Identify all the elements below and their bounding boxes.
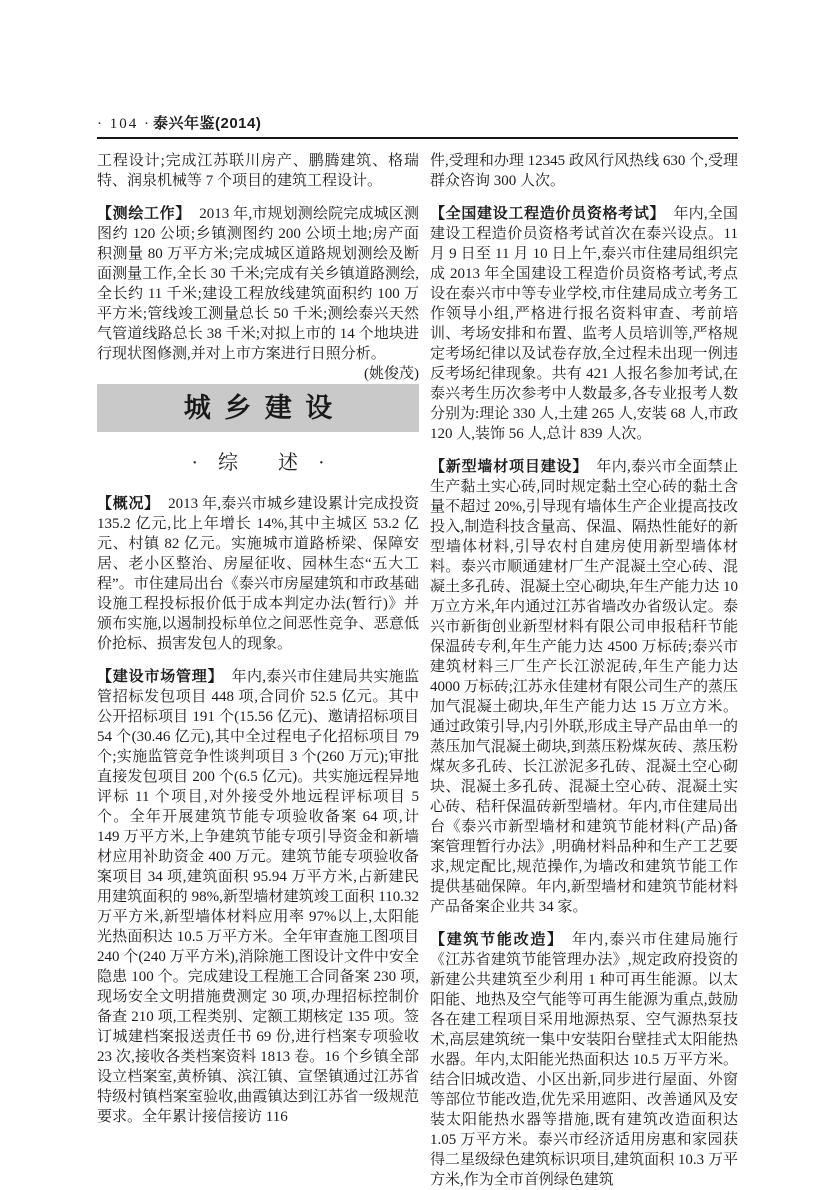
- chapter-title: 城乡建设: [183, 393, 346, 423]
- entry-text: 2013 年,泰兴市城乡建设累计完成投资 135.2 亿元,比上年增长 14%,其中主城区 53.2 亿元、村镇 82 亿元。实施城市道路桥梁、保障安居、老小区整治、房屋征收、园林生态“五大工程”。市住建局出台《泰兴市房屋建筑和市政基础设施工程投标报价低于成本判定办法(暂行)》并颁布实施,以遏制投标单位之间恶性竞争、恶意低价抢标、损害发包人的现象。: [97, 496, 419, 652]
- section-subtitle-text: · 综 述 ·: [191, 452, 325, 474]
- entry-tag: 【测绘工作】: [97, 205, 192, 222]
- two-column-layout: [97, 151, 738, 1190]
- entry-text: 年内,全国建设工程造价员资格考试首次在泰兴设点。11 月 9 日至 11 月 10 日上午,泰兴市住建局组织完成 2013 年全国建设工程造价员资格考试,考点设在泰兴市中等专业学校,市住建局成立考务工作领导小组,严格进行报名资料审查、考前培训、考场安排和布置、监考人员培训等,严格规定考场纪律以及试卷存放,全过程未出现一例违反考场纪律现象。共有 421 人报名参加考试,在泰兴考生历次参考中人数最多,各专业报考人数分别为:理论 330 人,土建 265 人,安装 68 人,市政 120 人,装饰 56 人,总计 839 人次。: [429, 206, 738, 442]
- book-title: 泰兴年鉴(2014): [153, 115, 262, 132]
- left-column: [97, 151, 419, 1190]
- right-column: [430, 151, 738, 1190]
- entry-text: 2013 年,市规划测绘院完成城区测图约 120 公顷;乡镇测图约 200 公顷土地;房产面积测量 80 万平方米;完成城区道路规划测绘及断面测量工作,全长 30 千米;完成有关乡镇道路测绘,全长约 11 千米;建设工程放线建筑面积约 100 万平方米;管线竣工测量总长 50 千米;测绘泰兴天然气管道线路总长 38 千米;对拟上市的 14 个地块进行现状图修测,并对上市方案进行日照分析。: [97, 206, 419, 362]
- section-subtitle: [97, 450, 419, 476]
- entry-tag: 【建筑节能改造】: [429, 931, 564, 948]
- continued-paragraph: [430, 151, 738, 191]
- entry-overview: [97, 494, 419, 654]
- entry-cost-engineer-exam: [430, 204, 738, 444]
- continued-paragraph: [97, 151, 419, 191]
- entry-text: 年内,泰兴市住建局共实施监管招标发包项目 448 项,合同价 52.5 亿元。其中公开招标项目 191 个(15.56 亿元)、邀请招标项目 54 个(30.46 亿元),其中全过程电子化招标项目 79 个;实施监管竞争性谈判项目 3 个(260 万元);审批直接发包项目 200 个(6.5 亿元)。共实施远程异地评标 11 个项目,对外接受外地远程评标项目 5 个。全年开展建筑节能专项验收备案 64 项,计 149 万平方米,上争建筑节能专项引导资金和新墙材应用补助资金 400 万元。建筑节能专项验收备案项目 34 项,建筑面积 95.94 万平方米,占新建民用建筑面积的 98%,新型墙材建筑竣工面积 110.32 万平方米,新型墙体材料应用率 97%以上,太阳能光热面积达 10.5 万平方米。全年审查施工图项目 240 个(240 万平方米),消除施工图设计文件中安全隐患 100 个。完成建设工程施工合同备案 230 项,现场安全文明措施费测定 30 项,办理招标控制价备查 210 项,工程类别、定额工期核定 135 项。签订城建档案报送责任书 69 份,进行档案专项验收 23 次,接收各类档案资料 1813 卷。16 个乡镇全部设立档案室,黄桥镇、滨江镇、宣堡镇通过江苏省特级村镇档案室验收,曲霞镇达到江苏省一级规范要求。全年累计接信接访 116: [97, 669, 419, 1125]
- entry-energy-retrofit: [430, 930, 738, 1190]
- entry-tag: 【建设市场管理】: [97, 668, 224, 685]
- entry-tag: 【全国建设工程造价员资格考试】: [429, 205, 666, 222]
- entry-text: 年内,泰兴市全面禁止生产黏土实心砖,同时规定黏土空心砖的黏土含量不超过 20%,引导现有墙体生产企业提高技改投入,制造科技含量高、保温、隔热性能好的新型墙体材料,引导农村自建房使用新型墙体材料。泰兴市顺通建材厂生产混凝土空心砖、混凝土多孔砖、混凝土空心砌块,年生产能力达 10 万立方米,年内通过江苏省墙改办省级认定。泰兴市新街创业新型材料有限公司申报秸秆节能保温砖专利,年生产能力达 4500 万标砖;泰兴市建筑材料三厂生产长江淤泥砖,年生产能力达 4000 万标砖;江苏永佳建材有限公司生产的蒸压加气混凝土砌块,年生产能力达 15 万立方米。通过政策引导,内引外联,形成主导产品由单一的蒸压加气混凝土砌块,到蒸压粉煤灰砖、蒸压粉煤灰多孔砖、长江淤泥多孔砖、混凝土空心砌块、混凝土多孔砖、混凝土空心砖、混凝土实心砖、秸秆保温砖新型墙材。年内,市住建局出台《泰兴市新型墙材和建筑节能材料(产品)备案管理暂行办法》,明确材料品种和生产工艺要求,规定配比,规范操作,为墙改和建筑节能工作提供基础保障。年内,新型墙材和建筑节能材料产品备案企业共 34 家。: [429, 459, 738, 915]
- paragraph-text: 工程设计;完成江苏联川房产、鹏腾建筑、格瑞特、润泉机械等 7 个项目的建筑工程设计。: [97, 153, 419, 189]
- page-header: [97, 112, 738, 134]
- chapter-banner: [97, 384, 419, 432]
- entry-text: 年内,泰兴市住建局施行《江苏省建筑节能管理办法》,规定政府投资的新建公共建筑至少利用 1 种可再生能源。以太阳能、地热及空气能等可再生能源为重点,鼓励各在建工程项目采用地源热泵、空气源热泵技术,高层建筑统一集中安装阳台壁挂式太阳能热水器。年内,太阳能光热面积达 10.5 万平方米。结合旧城改造、小区出新,同步进行屋面、外窗等部位节能改造,优先采用遮阳、改善通风及安装太阳能热水器等措施,既有建筑改造面积达 1.05 万平方米。泰兴市经济适用房惠和家园获得二星级绿色建筑标识项目,建筑面积 10.3 万平方米,作为全市首例绿色建筑: [429, 932, 738, 1188]
- entry-market-management: [97, 667, 419, 1127]
- header-rule: [97, 137, 738, 139]
- entry-tag: 【概况】: [97, 495, 160, 512]
- page-number: · 104 ·: [97, 116, 151, 132]
- entry-new-wall-materials: [430, 457, 738, 917]
- paragraph-text: 件,受理和办理 12345 政风行风热线 630 个,受理群众咨询 300 人次。: [429, 153, 738, 189]
- entry-surveying-work: [97, 204, 419, 382]
- author-signature: (姚俊茂): [363, 366, 419, 382]
- entry-tag: 【新型墙材项目建设】: [429, 458, 589, 475]
